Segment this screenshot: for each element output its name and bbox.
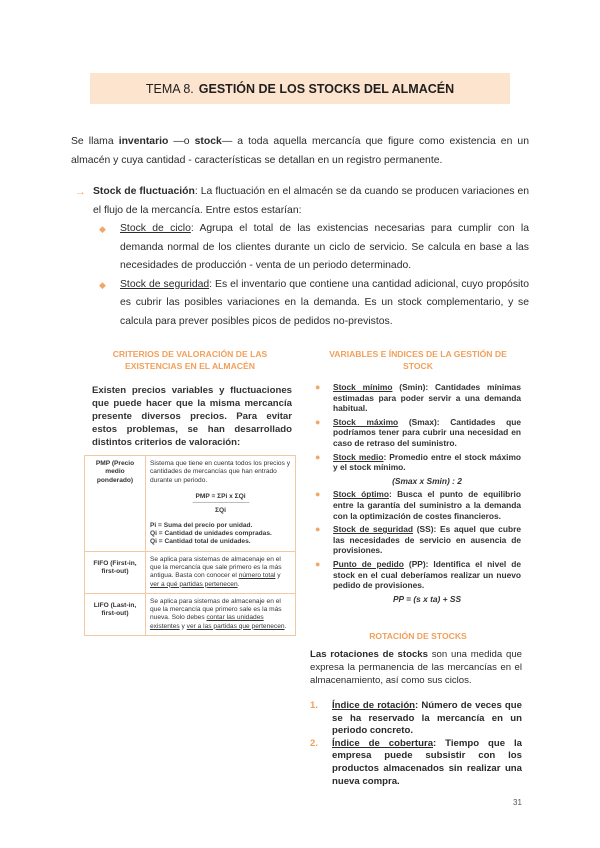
rotation-intro-term: Las rotaciones de stocks — [310, 649, 428, 660]
item-label: Stock mínimo — [333, 382, 393, 392]
item-text: (SS): Es aquel que cubre las necesidades de servicio en ausencia de provisiones. — [333, 524, 521, 556]
fifo-desc: y — [275, 572, 281, 580]
item-label: Stock medio — [333, 451, 384, 462]
list-item — [313, 559, 521, 591]
item-label: Stock de seguridad — [120, 278, 210, 290]
list-item — [313, 524, 521, 556]
bullet-icon: ● — [315, 451, 321, 462]
punto-pedido-formula: PP = (s x ta) + SS — [392, 593, 462, 604]
diamond-bullet-icon: ◆ — [99, 224, 106, 234]
valuation-table — [84, 455, 296, 636]
table-cell-pmp-desc — [146, 456, 296, 552]
arrow-right-icon: → — [75, 186, 86, 198]
fifo-desc: Se aplica para sistemas de almacenaje en el que la mercancía que sale primero es la más antigua. Basta con conocer el — [150, 555, 282, 580]
list-item — [75, 276, 529, 332]
item-text: : Es el inventario que contiene una cantidad adicional, cuyo propósito es cubrir las posibles variaciones en la demanda. Es un stock complementario, y se calcula para prever posibles picos de pedidos no-previstos. — [120, 278, 529, 327]
table-row — [85, 456, 296, 552]
legend-item: Qi = Cantidad total de unidades. — [150, 538, 251, 546]
bullet-icon: ● — [315, 558, 321, 569]
fluctuation-section — [75, 183, 529, 331]
item-text: : Agrupa el total de las existencias necesarias para cumplir con la demanda normal de los clientes durante un ciclo de servicio. Se calcula en base a las necesidades de producción - venta de un periodo determinado. — [120, 223, 529, 271]
lifo-desc: y — [179, 622, 187, 630]
list-item — [310, 700, 522, 738]
legend-item: Qi = Cantidad de unidades compradas. — [150, 530, 272, 538]
pmp-desc: Sistema que tiene en cuenta todos los precios y cantidades de mercancías que han entrado durante un periodo. — [150, 460, 291, 484]
fifo-underlined: ver a qué partidas pertenecen — [150, 580, 238, 588]
item-number: 2. — [310, 737, 319, 749]
intro-term-inventario: inventario — [118, 136, 169, 147]
fluctuation-desc: : La fluctuación en el almacén se da cuando se producen variaciones en el flujo de la mercancía. Entre estos estarían: — [93, 186, 529, 216]
left-column-heading: CRITERIOS DE VALORACIÓN DE LAS EXISTENCIAS EN EL ALMACÉN — [112, 349, 268, 371]
item-text: (PP): Identifica el nivel de stock en el cual deberíamos realizar un nuevo pedido de provisiones. — [333, 558, 521, 591]
fifo-underlined: número total — [238, 572, 276, 580]
item-text: : Busca el punto de equilibrio entre la garantía del suministro a la demanda con la optimización de costes financieros. — [333, 489, 521, 521]
indices-list — [313, 382, 521, 607]
item-label: Stock de ciclo — [120, 223, 191, 234]
bullet-icon: ● — [315, 524, 321, 535]
rotation-heading: ROTACIÓN DE STOCKS — [369, 631, 467, 641]
left-column-intro: Existen precios variables y fluctuaciones que puede hacer que la misma mercancía presente diversos precios. Para evitar estos problemas, se han desarrollado distintos criterios de valoración: — [92, 385, 292, 448]
item-label: Índice de rotación — [332, 700, 416, 711]
item-text: (Smax): Cantidades que podríamos tener para cubrir una necesidad en caso de retraso del suministro. — [333, 416, 521, 448]
item-number: 1. — [310, 700, 319, 711]
rotation-intro — [310, 648, 522, 687]
fluctuation-text — [75, 183, 529, 220]
table-cell-fifo-name: FIFO (First-in, first-out) — [85, 551, 146, 593]
table-row — [85, 551, 296, 593]
lifo-underlined: contar las unidades existentes — [150, 614, 264, 630]
rotation-list — [310, 700, 522, 788]
pmp-legend — [150, 522, 291, 547]
item-text: (Smin): Cantidades mínimas estimadas para poder servir a una demanda habitual. — [333, 382, 521, 414]
table-cell-lifo-name: LIFO (Last-in, first-out) — [85, 593, 146, 635]
list-item — [313, 417, 521, 449]
right-column-heading: VARIABLES E ÍNDICES DE LA GESTIÓN DE STOCK — [329, 349, 507, 371]
table-cell-fifo-desc — [146, 551, 296, 593]
bullet-icon: ● — [315, 416, 321, 427]
item-label: Stock óptimo — [333, 489, 389, 500]
title-main: GESTIÓN DE LOS STOCKS DEL ALMACÉN — [198, 81, 455, 96]
title-prefix: TEMA 8. — [145, 81, 194, 96]
intro-paragraph — [71, 132, 529, 170]
list-item — [313, 382, 521, 414]
diamond-bullet-icon: ◆ — [99, 279, 106, 290]
pmp-formula — [150, 493, 291, 516]
bullet-icon: ● — [315, 489, 321, 500]
table-cell-lifo-desc — [146, 593, 296, 635]
intro-text: Se llama — [71, 136, 119, 147]
item-text: : Número de veces que se ha reservado la mercancía en un periodo concreto. — [332, 700, 522, 737]
legend-item: Pi = Suma del precio por unidad. — [150, 521, 253, 529]
table-cell-pmp-name: PMP (Precio medio ponderado) — [85, 456, 146, 552]
formula-divider: —————————— — [192, 499, 249, 507]
item-text: : Promedio entre el stock máximo y el stock mínimo. — [333, 451, 522, 473]
lifo-underlined: ver a las partidas que pertenecen — [186, 622, 285, 630]
fluctuation-list — [75, 220, 529, 331]
list-item — [75, 220, 529, 276]
fifo-desc: . — [237, 580, 240, 588]
item-text: : Tiempo que la empresa puede subsistir con los productos almacenados sin realizar una nueva compra. — [332, 737, 523, 787]
list-item — [313, 452, 521, 473]
item-label: Stock máximo — [333, 416, 399, 427]
intro-text: — a toda aquella mercancía que figure como existencia en un almacén y cuya cantidad - características se detallan en un registro permanente. — [71, 136, 529, 166]
intro-text: —o — [168, 136, 195, 147]
table-row — [85, 593, 296, 635]
item-label: Stock de seguridad — [333, 524, 414, 535]
bullet-icon: ● — [315, 382, 321, 392]
list-item — [313, 489, 521, 521]
lifo-desc: Se aplica para sistemas de almacenaje en el que la mercancía que primero sale es la más nueva. Solo debes — [150, 597, 282, 622]
intro-term-stock: stock — [194, 136, 222, 147]
rotation-intro-text: son una medida que expresa la permanencia de las mercancías en el almacenamiento, así como sus ciclos. — [310, 649, 523, 686]
item-label: Índice de cobertura — [332, 737, 434, 749]
item-label: Punto de pedido — [333, 558, 404, 569]
page-number: 31 — [513, 798, 522, 807]
page-title — [90, 73, 510, 104]
formula-numerator: PMP = ΣPi x ΣQi — [195, 492, 246, 500]
lifo-desc: . — [284, 622, 287, 630]
fluctuation-label: Stock de fluctuación — [93, 186, 195, 197]
stock-medio-formula: (Smax x Smin) : 2 — [392, 475, 462, 486]
list-item — [310, 738, 522, 788]
formula-denominator: ΣQi — [215, 507, 226, 515]
